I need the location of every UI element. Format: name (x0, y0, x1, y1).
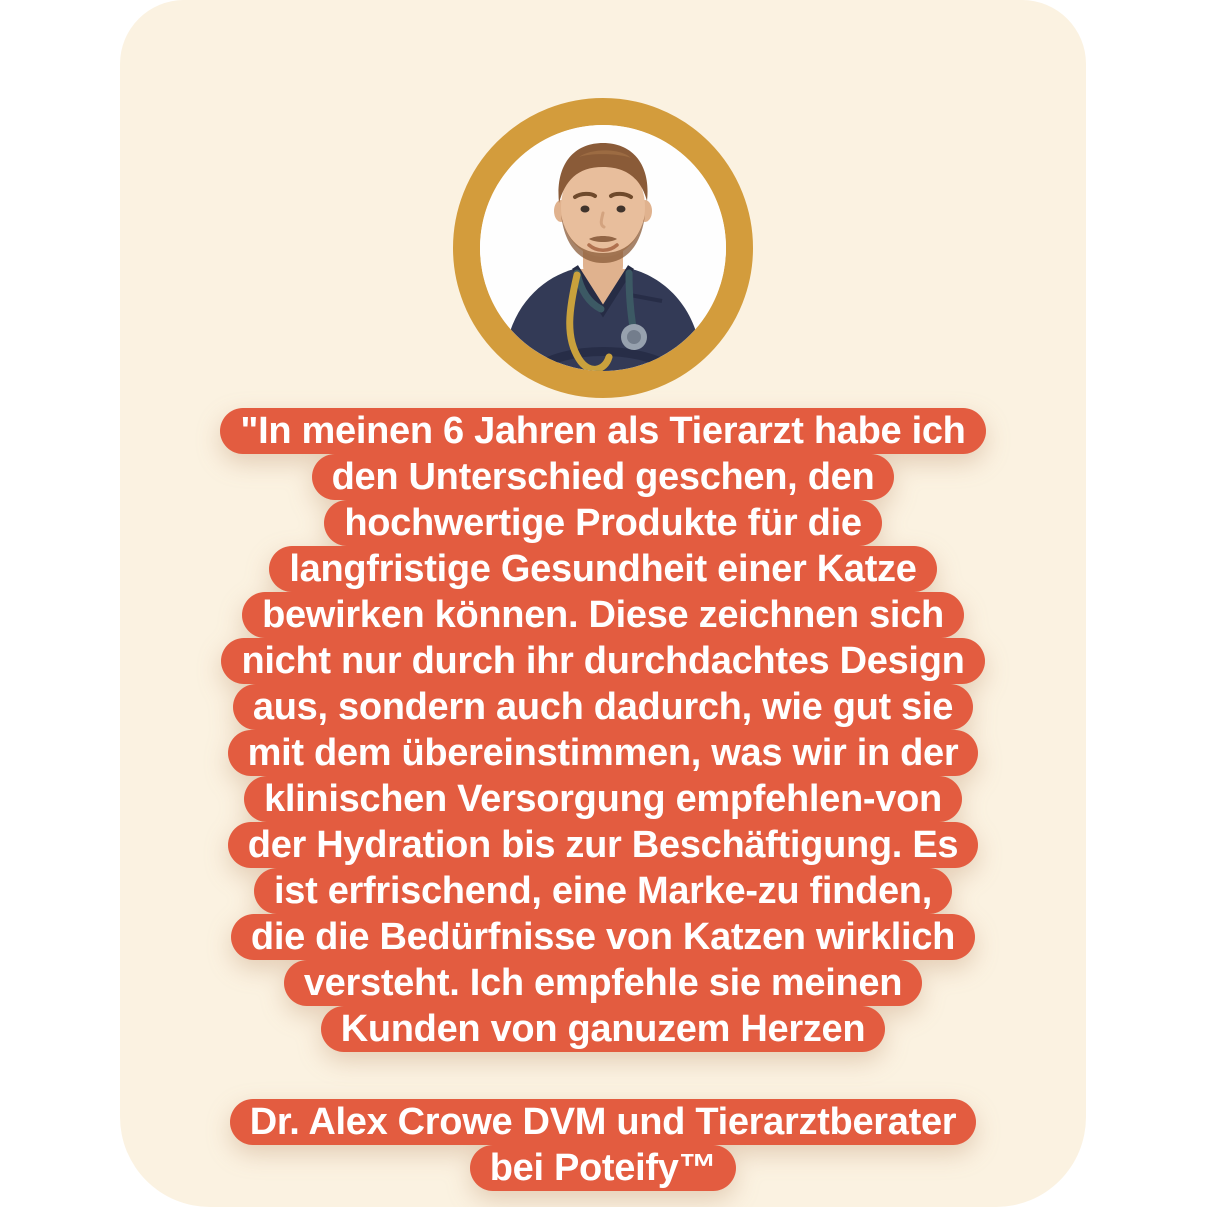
highlighted-text: "In meinen 6 Jahren als Tierarzt habe ich (220, 408, 985, 454)
highlighted-text: hochwertige Produkte für die (324, 500, 881, 546)
highlighted-text: Dr. Alex Crowe DVM und Tierarztberater (230, 1099, 977, 1145)
testimonial-quote (120, 408, 1086, 1052)
highlighted-text: langfristige Gesundheit einer Katze (269, 546, 936, 592)
testimonial-card (120, 0, 1086, 1207)
avatar-ring (453, 98, 753, 398)
attribution-line (470, 1145, 737, 1191)
attribution-line (230, 1099, 977, 1145)
testimonial-line (242, 592, 964, 638)
highlighted-text: Kunden von ganuzem Herzen (321, 1006, 886, 1052)
testimonial-line (254, 868, 952, 914)
highlighted-text: aus, sondern auch dadurch, wie gut sie (233, 684, 973, 730)
testimonial-line (220, 408, 985, 454)
testimonial-line (244, 776, 962, 822)
testimonial-line (228, 730, 979, 776)
highlighted-text: der Hydration bis zur Beschäftigung. Es (228, 822, 978, 868)
highlighted-text: bewirken können. Diese zeichnen sich (242, 592, 964, 638)
testimonial-line (221, 638, 984, 684)
highlighted-text: den Unterschied geschen, den (312, 454, 895, 500)
testimonial-line (284, 960, 922, 1006)
testimonial-line (228, 822, 978, 868)
testimonial-line (324, 500, 881, 546)
doctor-portrait-photo (480, 125, 726, 371)
testimonial-line (269, 546, 936, 592)
highlighted-text: die die Bedürfnisse von Katzen wirklich (231, 914, 975, 960)
testimonial-line (312, 454, 895, 500)
highlighted-text: klinischen Versorgung empfehlen-von (244, 776, 962, 822)
testimonial-line (231, 914, 975, 960)
highlighted-text: bei Poteify™ (470, 1145, 737, 1191)
eyes (581, 206, 590, 213)
highlighted-text: mit dem übereinstimmen, was wir in der (228, 730, 979, 776)
highlighted-text: versteht. Ich empfehle sie meinen (284, 960, 922, 1006)
attribution (120, 1099, 1086, 1191)
testimonial-line (321, 1006, 886, 1052)
highlighted-text: nicht nur durch ihr durchdachtes Design (221, 638, 984, 684)
testimonial-line (233, 684, 973, 730)
highlighted-text: ist erfrischend, eine Marke-zu finden, (254, 868, 952, 914)
